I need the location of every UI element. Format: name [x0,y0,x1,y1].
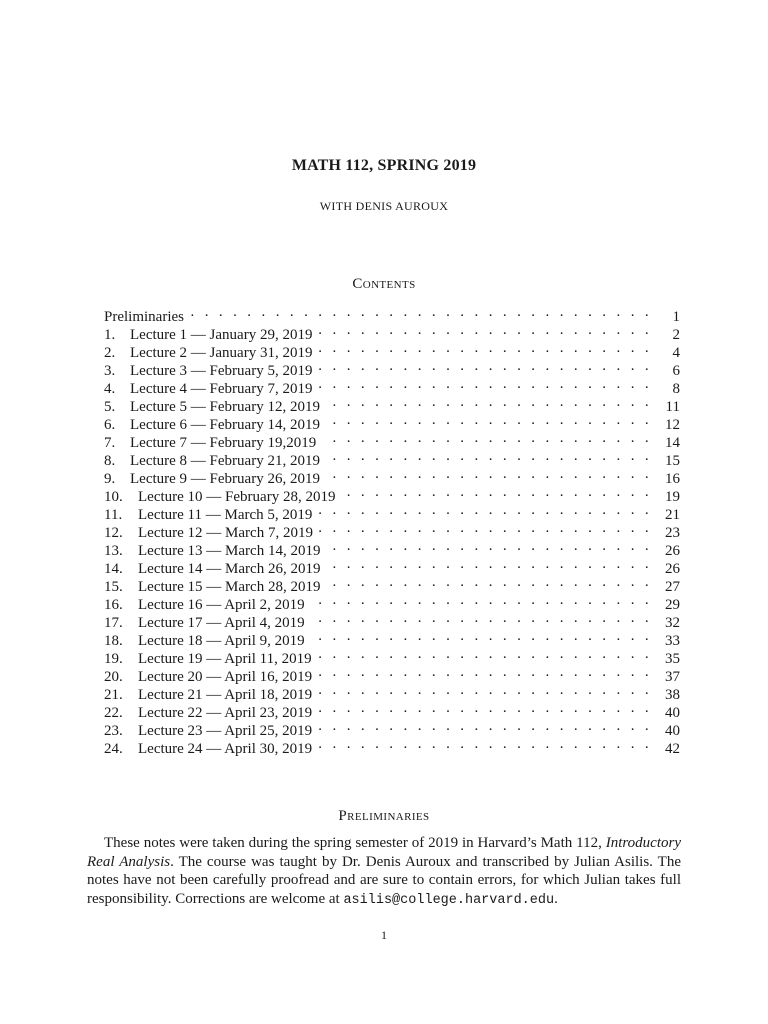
toc-entry-number: 10. [104,489,123,505]
toc-entry-number: 11. [104,507,123,523]
toc-entry-label: Lecture 22 — April 23, 2019 [138,705,313,721]
prelim-text-end: . [554,890,558,907]
toc-entry-label: Lecture 1 — January 29, 2019 [130,327,313,343]
toc-entry-label: Lecture 9 — February 26, 2019 [130,471,320,487]
toc-entry-page: 29 [665,597,680,613]
toc-dot-leader [318,357,652,375]
preliminaries-paragraph [87,834,681,910]
toc-entry-page: 26 [665,561,680,577]
toc-entry-page: 15 [665,453,680,469]
toc-entry-page: 35 [665,651,680,667]
toc-dot-leader [318,501,652,519]
table-of-contents [104,303,680,757]
toc-entry-label: Lecture 24 — April 30, 2019 [138,741,313,757]
toc-dot-leader [326,447,652,465]
toc-dot-leader [190,303,652,321]
toc-entry-label: Lecture 10 — February 28, 2019 [138,489,336,505]
preliminaries-heading: Preliminaries [338,808,430,824]
toc-dot-leader [318,717,652,735]
toc-entry-number: 19. [104,651,123,667]
toc-entry-number: 12. [104,525,123,541]
toc-entry-page: 12 [665,417,680,433]
toc-entry-page: 27 [665,579,680,595]
toc-entry-number: 17. [104,615,123,631]
toc-dot-leader [318,735,652,753]
toc-entry-label: Lecture 11 — March 5, 2019 [138,507,313,523]
toc-entry-label: Lecture 20 — April 16, 2019 [138,669,313,685]
toc-dot-leader [318,681,652,699]
toc-entry-page: 33 [665,633,680,649]
toc-entry-label: Lecture 14 — March 26, 2019 [138,561,321,577]
toc-dot-leader [326,465,652,483]
course-name: Introductory Real Analysis [87,835,681,870]
toc-entry-page: 21 [665,507,680,523]
toc-entry-number: 6. [104,417,116,433]
toc-entry-label: Lecture 23 — April 25, 2019 [138,723,313,739]
toc-dot-leader [318,663,652,681]
toc-entry-page: 32 [665,615,680,631]
toc-dot-leader [318,339,652,357]
toc-entry-label: Lecture 15 — March 28, 2019 [138,579,321,595]
toc-entry-number: 13. [104,543,123,559]
toc-entry-label: Lecture 8 — February 21, 2019 [130,453,320,469]
document-title: MATH 112, SPRING 2019 [291,157,477,174]
toc-entry-label: Lecture 7 — February 19,2019 [130,435,317,451]
toc-entry-number: 8. [104,453,116,469]
toc-dot-leader [311,609,652,627]
toc-dot-leader [318,375,652,393]
toc-entry-page: 14 [665,435,680,451]
toc-entry-page: 11 [665,399,680,415]
toc-entry-number: 5. [104,399,116,415]
toc-entry-number: 15. [104,579,123,595]
toc-entry-page: 40 [665,705,680,721]
toc-entry-label: Lecture 13 — March 14, 2019 [138,543,321,559]
toc-entry-page: 16 [665,471,680,487]
toc-entry-label: Lecture 4 — February 7, 2019 [130,381,313,397]
toc-entry-label: Lecture 3 — February 5, 2019 [130,363,313,379]
toc-entry-number: 1. [104,327,116,343]
toc-entry-page: 40 [665,723,680,739]
toc-entry-label: Lecture 6 — February 14, 2019 [130,417,320,433]
toc-entry-number: 3. [104,363,116,379]
toc-entry-page: 2 [672,327,680,343]
toc-entry-number: 23. [104,723,123,739]
toc-entry-number: 22. [104,705,123,721]
toc-entry-page: 26 [665,543,680,559]
toc-entry-label: Preliminaries [104,309,184,325]
toc-entry-page: 1 [672,309,680,325]
toc-dot-leader [326,573,652,591]
prelim-text-body: . The course was taught by Dr. Denis Auroux and transcribed by Julian Asilis. The notes have not been carefully proofread and are sure to contain errors, for which Julian takes full responsibility. Corrections are welcome at [87,853,682,907]
toc-entry[interactable] [104,303,680,325]
toc-dot-leader [319,519,652,537]
toc-entry-label: Lecture 16 — April 2, 2019 [138,597,305,613]
toc-entry-label: Lecture 2 — January 31, 2019 [130,345,313,361]
contact-email: asilis@college.harvard.edu [343,892,555,908]
toc-entry-number: 24. [104,741,123,757]
contents-heading: Contents [352,276,416,292]
toc-entry-label: Lecture 5 — February 12, 2019 [130,399,320,415]
toc-entry-label: Lecture 21 — April 18, 2019 [138,687,313,703]
toc-dot-leader [341,483,652,501]
toc-entry-number: 4. [104,381,116,397]
toc-entry-number: 20. [104,669,123,685]
toc-entry-label: Lecture 19 — April 11, 2019 [138,651,312,667]
toc-dot-leader [318,321,652,339]
toc-dot-leader [318,645,652,663]
toc-dot-leader [326,411,652,429]
document-subtitle: WITH DENIS AUROUX [319,199,449,213]
toc-dot-leader [311,591,652,609]
toc-entry-page: 23 [665,525,680,541]
toc-dot-leader [326,393,652,411]
toc-dot-leader [311,627,652,645]
toc-entry-page: 37 [665,669,680,685]
toc-entry-label: Lecture 12 — March 7, 2019 [138,525,313,541]
toc-entry-page: 4 [672,345,680,361]
toc-dot-leader [322,429,652,447]
toc-entry-page: 19 [665,489,680,505]
toc-entry-number: 14. [104,561,123,577]
toc-entry-label: Lecture 17 — April 4, 2019 [138,615,305,631]
toc-dot-leader [318,699,652,717]
toc-entry-number: 16. [104,597,123,613]
toc-entry-number: 9. [104,471,116,487]
prelim-text-intro: These notes were taken during the spring semester of 2019 in Harvard’s Math 112, [104,835,606,851]
toc-dot-leader [326,537,652,555]
toc-entry-page: 38 [665,687,680,703]
toc-entry-number: 18. [104,633,123,649]
toc-entry-page: 8 [672,381,680,397]
toc-entry-number: 2. [104,345,116,361]
toc-entry-number: 7. [104,435,116,451]
toc-dot-leader [326,555,652,573]
toc-entry-page: 42 [665,741,680,757]
toc-entry-label: Lecture 18 — April 9, 2019 [138,633,305,649]
toc-entry-page: 6 [672,363,680,379]
toc-entry-number: 21. [104,687,123,703]
toc-entry[interactable] [104,321,680,343]
page-number: 1 [381,928,387,942]
